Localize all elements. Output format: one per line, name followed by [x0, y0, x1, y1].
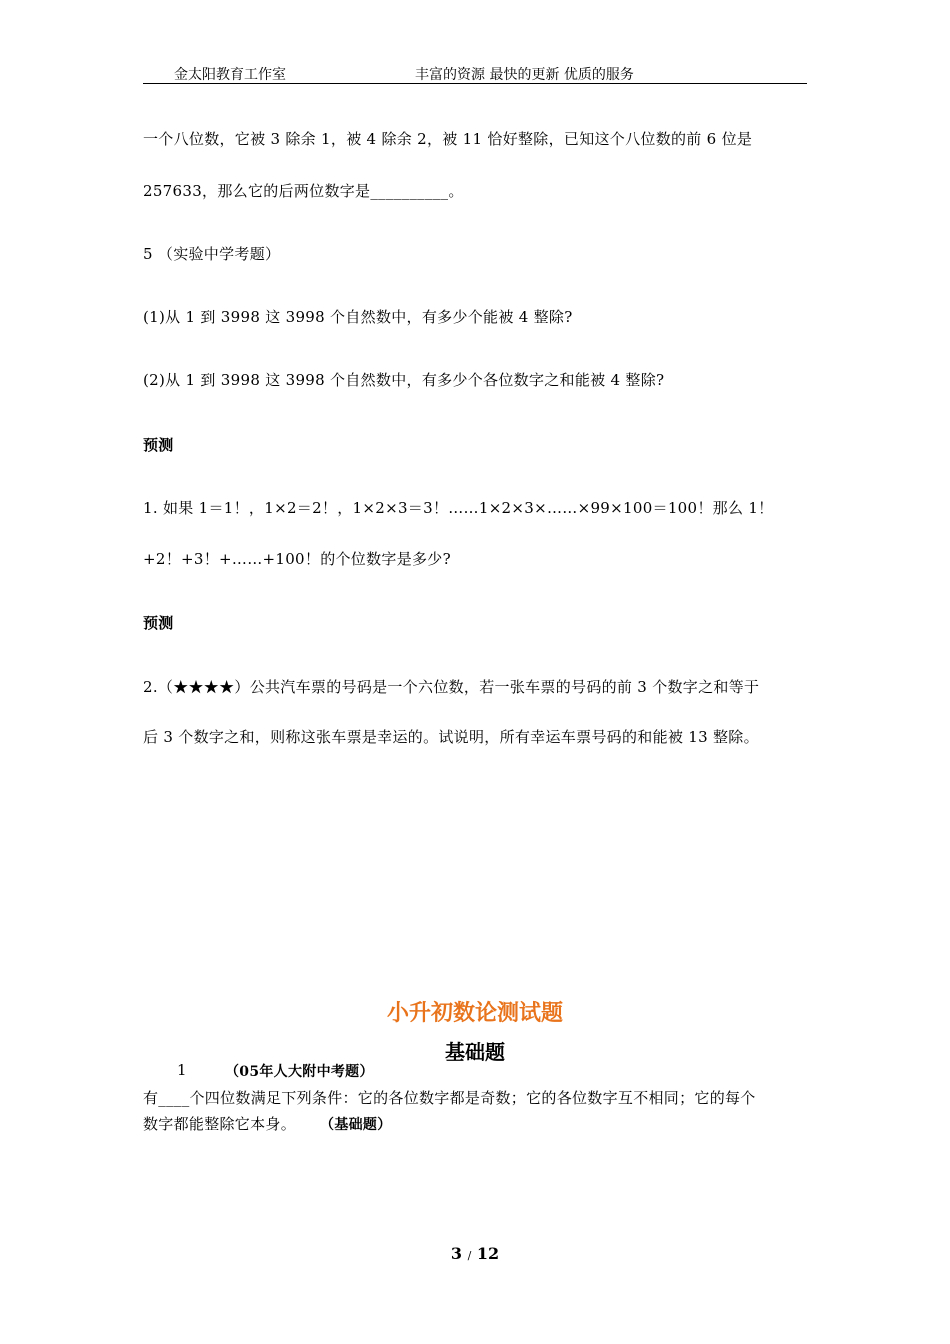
problem-line: 一个八位数，它被 3 除余 1，被 4 除余 2，被 11 恰好整除，已知这个八位数的前 6 位是	[143, 130, 753, 148]
question-source: （05年人大附中考题）	[225, 1064, 374, 1080]
question-part: (1)从 1 到 3998 这 3998 个自然数中，有多少个能被 4 整除?	[143, 308, 573, 326]
forecast-line: 后 3 个数字之和，则称这张车票是幸运的。试说明，所有幸运车票号码的和能被 13 整除。	[143, 728, 759, 746]
page-number	[0, 1244, 950, 1263]
header-right: 丰富的资源 最快的更新 优质的服务	[415, 67, 634, 83]
forecast-label: 预测	[143, 436, 174, 454]
problem-line: 257633，那么它的后两位数字是__________。	[143, 182, 464, 200]
header-rule	[143, 83, 807, 84]
section-title: 小升初数论测试题	[386, 1000, 563, 1026]
question-line: 有____个四位数满足下列条件：它的各位数字都是奇数；它的各位数字互不相同；它的每个	[143, 1089, 756, 1107]
forecast-line: 1. 如果 1＝1！，1×2＝2！，1×2×3＝3！……1×2×3×……×99×100＝100！那么 1！	[143, 499, 774, 517]
forecast-line: +2！+3！+……+100！的个位数字是多少?	[143, 550, 451, 568]
question-text: 数字都能整除它本身。	[143, 1115, 297, 1133]
section-subtitle: 基础题	[445, 1040, 505, 1064]
forecast-label: 预测	[143, 614, 174, 632]
question-heading: 5 （实验中学考题）	[143, 245, 281, 263]
page-separator: /	[467, 1249, 472, 1262]
page-current: 3	[450, 1244, 462, 1263]
question-tag: （基础题）	[320, 1117, 392, 1133]
question-line	[143, 1113, 392, 1134]
forecast-line: 2.（★★★★）公共汽车票的号码是一个六位数，若一张车票的号码的前 3 个数字之和等于	[143, 678, 760, 696]
page-total: 12	[476, 1244, 500, 1263]
header-left: 金太阳教育工作室	[174, 67, 286, 83]
question-number: 1	[177, 1061, 187, 1079]
question-part: (2)从 1 到 3998 这 3998 个自然数中，有多少个各位数字之和能被 4 整除?	[143, 371, 665, 389]
